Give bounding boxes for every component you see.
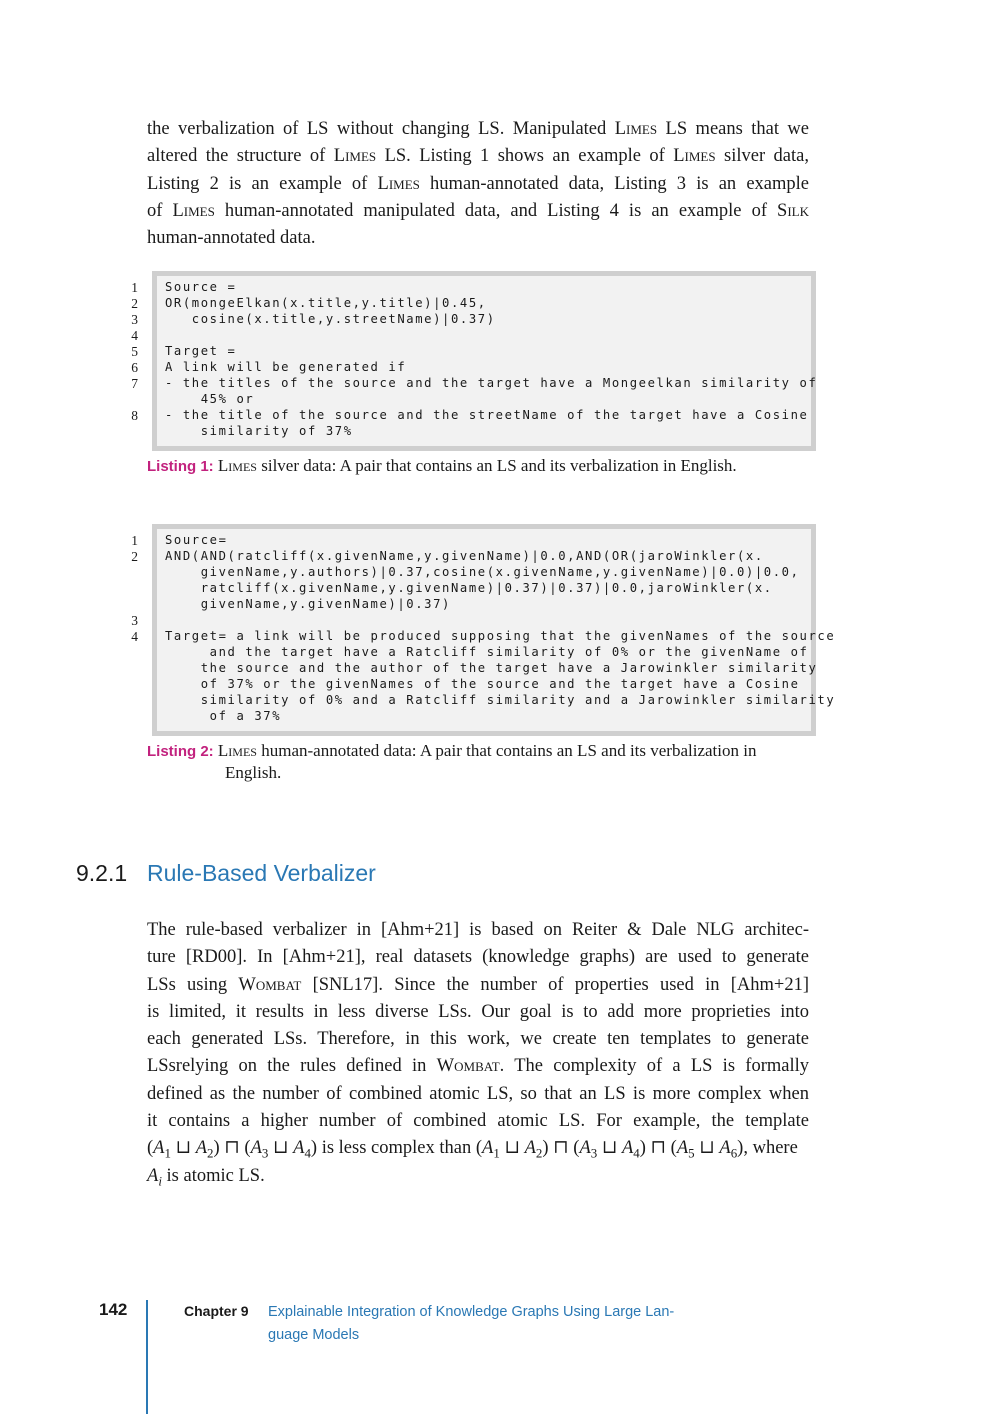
code-line: Source = — [165, 280, 237, 294]
code-line: givenName,y.givenName)|0.37) — [165, 597, 451, 611]
code-line: cosine(x.title,y.streetName)|0.37) — [165, 312, 496, 326]
intro-line: the verbalization of LS without changing LS. Manipulated Limes LS means that we — [147, 119, 809, 139]
intro-line: altered the structure of Limes LS. Listing 1 shows an example of Limes silver data, — [147, 146, 809, 167]
chapter-title: Explainable Integration of Knowledge Graphs Using Large Lan- guage Models — [268, 1304, 675, 1343]
body-line: defined as the number of combined atomic LS, so that an LS is more complex when — [147, 1083, 809, 1104]
code-line: Source= — [165, 533, 228, 547]
line-number: 2 — [131, 549, 138, 564]
code-line: and the target have a Ratcliff similarity of 0% or the givenName of — [165, 645, 809, 659]
footer-rule — [146, 1300, 148, 1414]
code-block — [152, 524, 836, 736]
code-line: OR(mongeElkan(x.title,y.title)|0.45, — [165, 296, 487, 310]
body-line: each generated LSs. Therefore, in this work, we create ten templates to generate — [147, 1029, 809, 1050]
body-paragraph — [147, 917, 809, 1190]
formula-template-2: ($A_1$ ⊔ $A_2$) ⊓ ($A_3$ ⊔ $A_4$) ⊓ ($A_5$ ⊔ $A_6$) — [475, 1138, 744, 1162]
line-number: 4 — [131, 328, 138, 343]
section-title: Rule-Based Verbalizer — [147, 860, 376, 886]
body-line: is limited, it results in less diverse LSs. Our goal is to add more proprieties into — [147, 1001, 809, 1022]
body-line: ture [RD00]. In [Ahm+21], real datasets (knowledge graphs) are used to generate — [147, 947, 809, 968]
code-block — [152, 271, 816, 451]
code-line: Target= a link will be produced supposing that the givenNames of the source — [165, 629, 836, 643]
line-number: 6 — [131, 360, 138, 375]
intro-line: Listing 2 is an example of Limes human-annotated data, Listing 3 is an example — [147, 173, 810, 194]
code-line: 45% or — [165, 392, 255, 406]
intro-paragraph — [147, 116, 809, 252]
code-line: A link will be generated if — [165, 360, 407, 374]
listing-2-caption: Listing 2: Limes human-annotated data: A pair that contains an LS and its verbalization in English. — [147, 741, 757, 782]
body-line: it contains a higher number of combined atomic LS. For example, the template — [147, 1111, 809, 1132]
body-line: LSs using Wombat [SNL17]. Since the number of properties used in [Ahm+21] — [147, 974, 809, 995]
line-number: 2 — [131, 296, 138, 311]
code-line: AND(AND(ratcliff(x.givenName,y.givenName)|0.0,AND(OR(jaroWinkler(x. — [165, 549, 764, 563]
intro-line: human-annotated data. — [147, 228, 316, 249]
code-line: the source and the author of the target have a Jarowinkler similarity — [165, 661, 818, 675]
code-line: of 37% or the givenNames of the source and the target have a Cosine — [165, 677, 800, 691]
code-line: similarity of 37% — [165, 424, 353, 438]
body-line: $A_i$ is atomic LS. — [147, 1165, 265, 1189]
line-number: 1 — [131, 533, 138, 548]
code-line: similarity of 0% and a Ratcliff similarity and a Jarowinkler similarity — [165, 693, 836, 707]
line-number: 5 — [131, 344, 138, 359]
body-line: LSsrelying on the rules defined in Wombat. The complexity of a LS is formally — [147, 1056, 809, 1077]
listing-1 — [120, 271, 820, 451]
code-line: of a 37% — [165, 709, 282, 723]
body-line-formula: ($A_1$ ⊔ $A_2$) ⊓ ($A_3$ ⊔ $A_4$) is less complex than ($A_1$ ⊔ $A_2$) ⊓ ($A_3$ ⊔ $A_4$) ⊓ ($A_5$ ⊔ $A_6$), where — [147, 1138, 798, 1162]
line-number: 1 — [131, 280, 138, 295]
code-line: givenName,y.authors)|0.37,cosine(x.givenName,y.givenName)|0.0)|0.0, — [165, 565, 800, 579]
listing-2 — [120, 524, 836, 736]
formula-template-1: ($A_1$ ⊔ $A_2$) ⊓ ($A_3$ ⊔ $A_4$) — [147, 1138, 318, 1162]
code-line: - the titles of the source and the target have a Mongeelkan similarity of — [165, 376, 818, 390]
line-number: 3 — [131, 312, 138, 327]
section-number: 9.2.1 — [76, 860, 128, 886]
caption-label: Listing 2: — [147, 743, 214, 760]
code-line: - the title of the source and the streetName of the target have a Cosine — [165, 408, 809, 422]
code-line: ratcliff(x.givenName,y.givenName)|0.37)|0.37)|0.0,jaroWinkler(x. — [165, 581, 773, 595]
body-line: The rule-based verbalizer in [Ahm+21] is based on Reiter & Dale NLG architec- — [147, 920, 809, 940]
chapter-label: Chapter 9 — [184, 1303, 249, 1319]
line-number: 4 — [131, 629, 138, 644]
line-number: 3 — [131, 613, 138, 628]
caption-label: Listing 1: — [147, 458, 214, 475]
listing-1-caption: Listing 1: Limes silver data: A pair that contains an LS and its verbalization in English. — [147, 456, 737, 475]
page-number: 142 — [99, 1300, 128, 1319]
code-line: Target = — [165, 344, 237, 358]
intro-line: of Limes human-annotated manipulated data, and Listing 4 is an example of Silk — [147, 200, 809, 221]
line-number: 7 — [131, 376, 138, 391]
line-number: 8 — [131, 408, 138, 423]
